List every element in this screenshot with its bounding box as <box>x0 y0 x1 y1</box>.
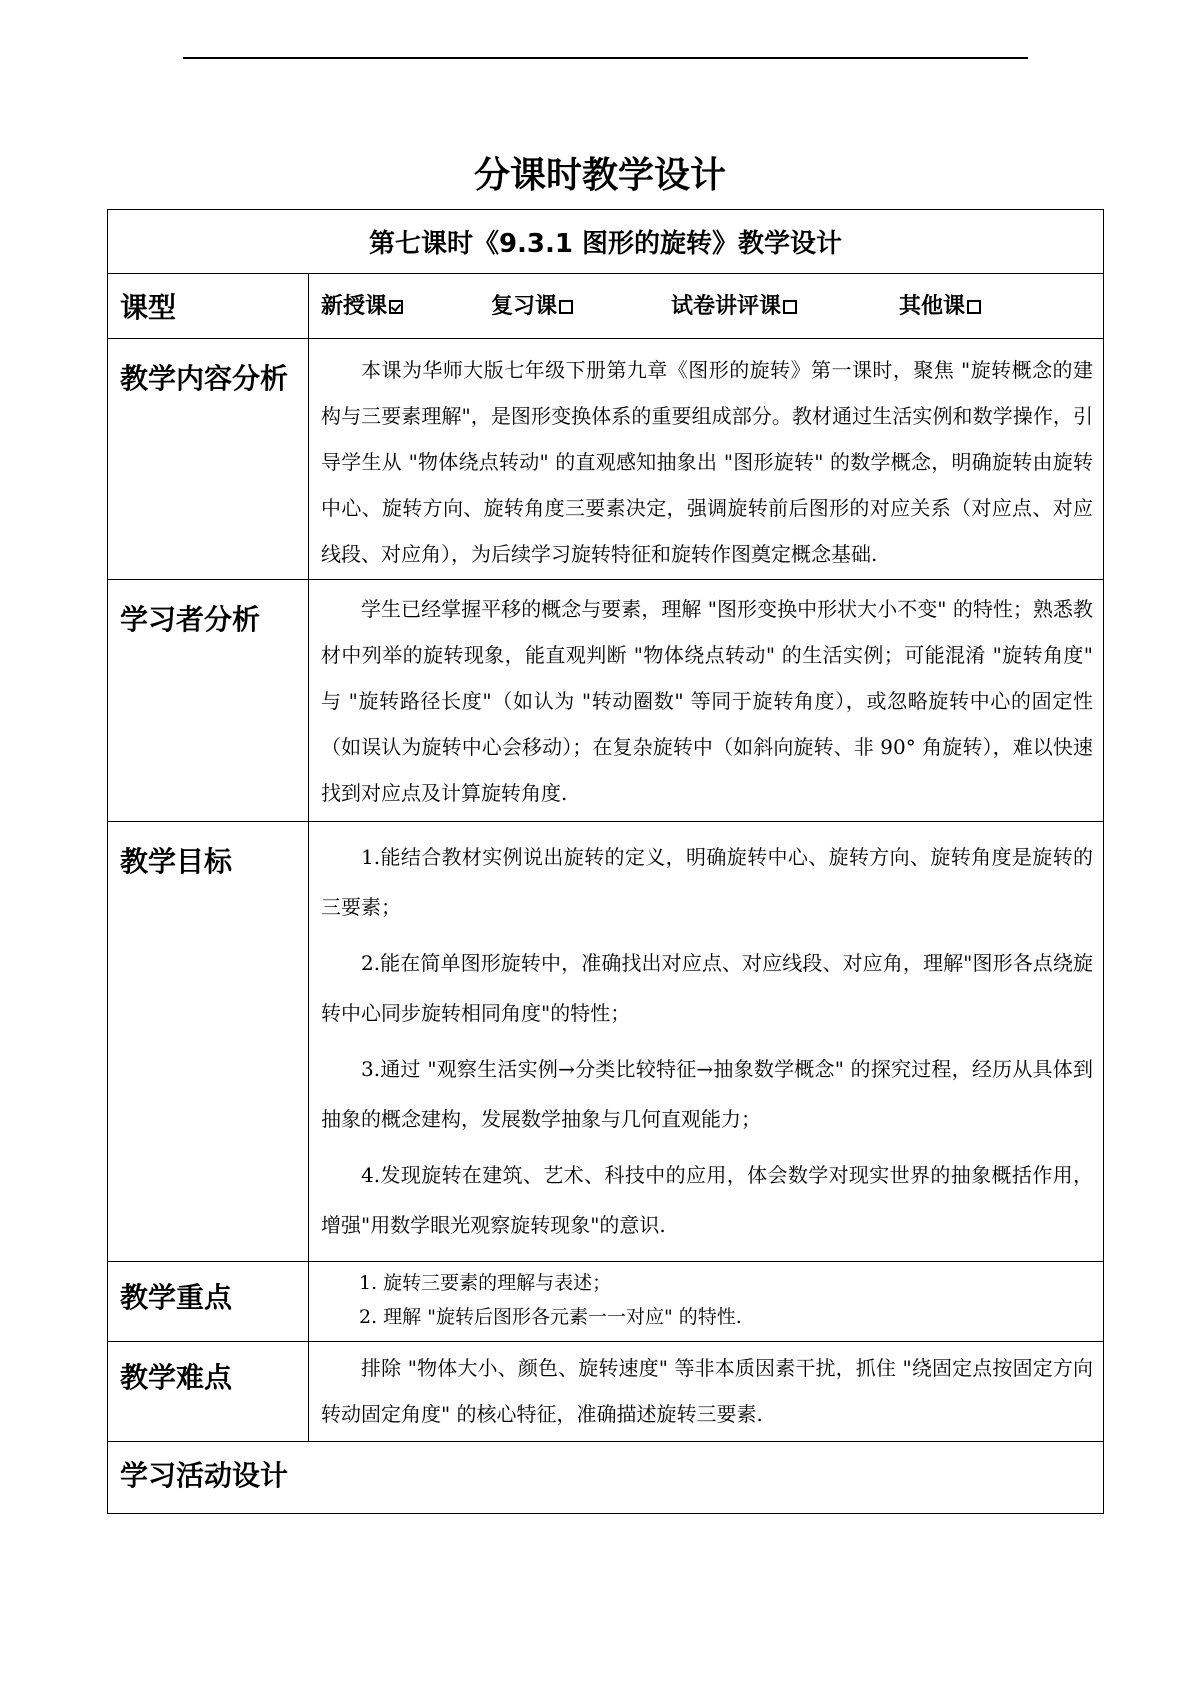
difficulties-label: 教学难点 <box>108 1342 309 1442</box>
objective-item: 1.能结合教材实例说出旋转的定义，明确旋转中心、旋转方向、旋转角度是旋转的三要素； <box>321 845 1093 919</box>
checkbox-icon <box>967 300 981 314</box>
option-exam-review-lesson[interactable] <box>671 284 899 330</box>
key-points-label: 教学重点 <box>108 1262 309 1342</box>
difficulties-body <box>309 1342 1104 1442</box>
content-analysis-body <box>309 339 1104 580</box>
content-analysis-row <box>108 339 1104 580</box>
content-analysis-text: 本课为华师大版七年级下册第九章《图形的旋转》第一课时，聚焦 "旋转概念的建构与三要素理解"，是图形变换体系的重要组成部分。教材通过生活实例和数学操作，引导学生从 "物体绕点转动" 的直观感知抽象出 "图形旋转" 的数学概念，明确旋转由旋转中心、旋转方向、旋转角度三要素决定，强调旋转前后图形的对应关系（对应点、对应线段、对应角），为后续学习旋转特征和旋转作图奠定概念基础. <box>321 358 1093 566</box>
difficulties-row <box>108 1342 1104 1442</box>
learner-analysis-text: 学生已经掌握平移的概念与要素，理解 "图形变换中形状大小不变" 的特性；熟悉教材中列举的旋转现象，能直观判断 "物体绕点转动" 的生活实例；可能混淆 "旋转角度" 与 "旋转路径长度"（如认为 "转动圈数" 等同于旋转角度），或忽略旋转中心的固定性（如误认为旋转中心会移动）；在复杂旋转中（如斜向旋转、非 90° 角旋转），难以快速找到对应点及计算旋转角度. <box>321 597 1093 805</box>
lesson-title: 第七课时《9.3.1 图形的旋转》教学设计 <box>108 210 1104 274</box>
option-new-lesson-label: 新授课 <box>321 294 388 319</box>
learner-analysis-row <box>108 580 1104 822</box>
objectives-row <box>108 822 1104 1262</box>
key-points-row <box>108 1262 1104 1342</box>
option-new-lesson[interactable] <box>321 284 491 330</box>
difficulties-text: 排除 "物体大小、颜色、旋转速度" 等非本质因素干扰，抓住 "绕固定点按固定方向转动固定角度" 的核心特征，准确描述旋转三要素. <box>321 1356 1093 1426</box>
option-other-lesson[interactable] <box>899 284 981 330</box>
option-exam-review-lesson-label: 试卷讲评课 <box>671 294 782 319</box>
lesson-type-options <box>309 274 1104 339</box>
lesson-plan-table <box>107 209 1104 1514</box>
option-review-lesson[interactable] <box>491 284 671 330</box>
learner-analysis-body <box>309 580 1104 822</box>
objective-item: 2.能在简单图形旋转中，准确找出对应点、对应线段、对应角，理解"图形各点绕旋转中心同步旋转相同角度"的特性； <box>321 951 1093 1025</box>
objective-item: 4.发现旋转在建筑、艺术、科技中的应用，体会数学对现实世界的抽象概括作用，增强"用数学眼光观察旋转现象"的意识. <box>321 1163 1093 1237</box>
learner-analysis-label: 学习者分析 <box>108 580 309 822</box>
activity-design-label: 学习活动设计 <box>108 1442 1104 1514</box>
document-title: 分课时教学设计 <box>473 155 726 196</box>
lesson-title-row <box>108 210 1104 274</box>
content-analysis-label: 教学内容分析 <box>108 339 309 580</box>
option-other-lesson-label: 其他课 <box>899 294 966 319</box>
option-review-lesson-label: 复习课 <box>491 294 558 319</box>
activity-design-row <box>108 1442 1104 1514</box>
objectives-body <box>309 822 1104 1262</box>
key-point-item: 1. 旋转三要素的理解与表述； <box>359 1272 612 1294</box>
checkbox-icon <box>783 300 797 314</box>
header-rule <box>183 57 1028 59</box>
key-point-item: 2. 理解 "旋转后图形各元素一一对应" 的特性. <box>359 1306 742 1328</box>
objectives-label: 教学目标 <box>108 822 309 1262</box>
lesson-type-row <box>108 274 1104 339</box>
checked-box-icon <box>389 300 403 314</box>
checkbox-icon <box>559 300 573 314</box>
objective-item: 3.通过 "观察生活实例→分类比较特征→抽象数学概念" 的探究过程，经历从具体到抽象的概念建构，发展数学抽象与几何直观能力； <box>321 1057 1093 1131</box>
key-points-body <box>309 1262 1104 1342</box>
lesson-type-label: 课型 <box>108 274 309 339</box>
